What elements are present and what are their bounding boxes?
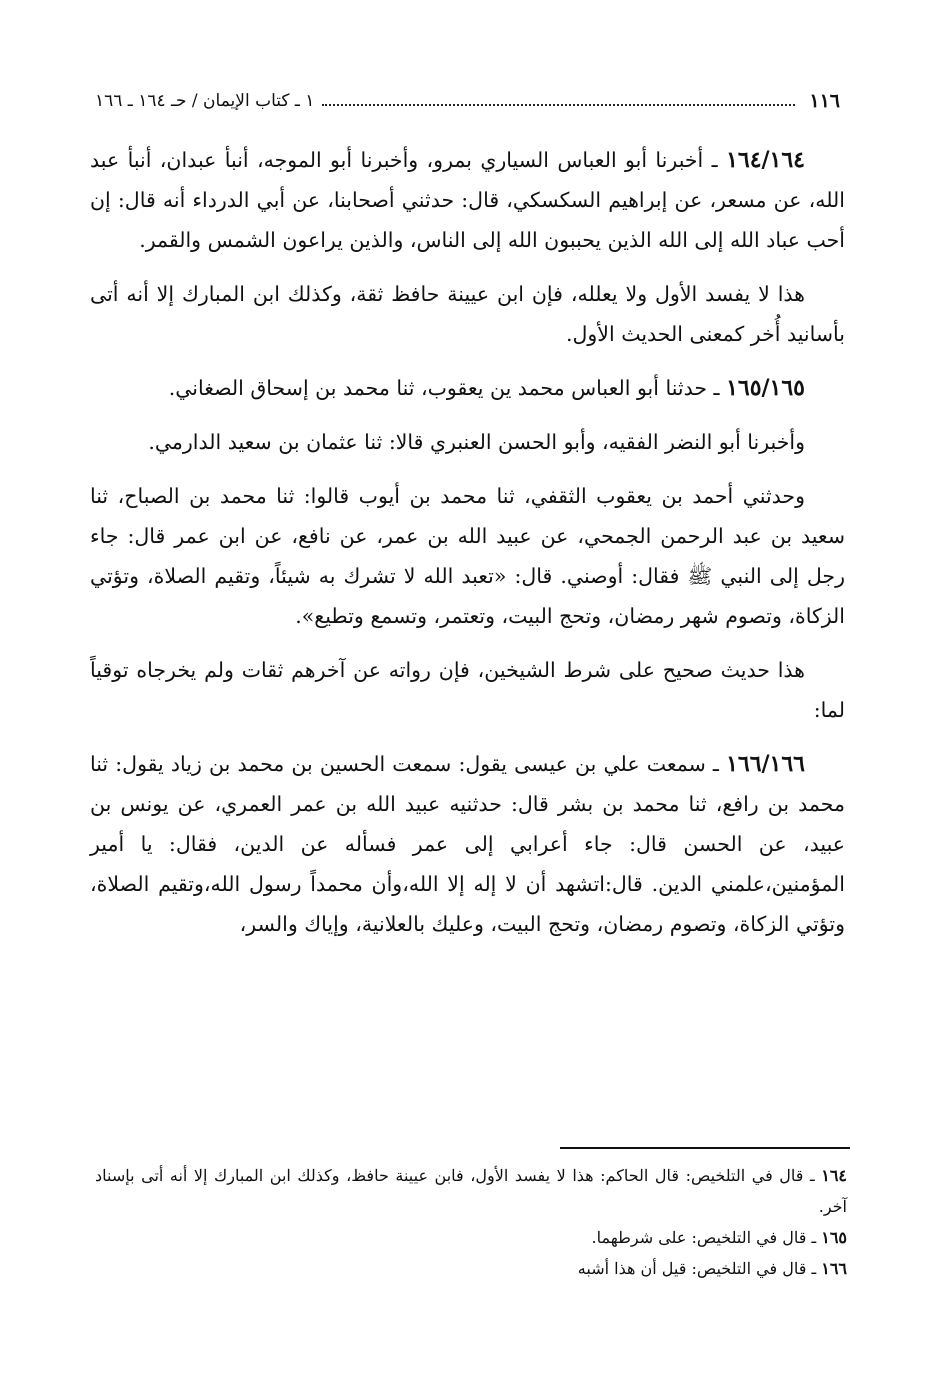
footnote-number: ١٦٦ <box>821 1259 847 1278</box>
page-number: ١١٦ <box>809 90 840 112</box>
commentary-text: هذا حديث صحيح على شرط الشيخين، فإن رواته عن آخرهم ثقات ولم يخرجاه توقياً لما: <box>90 658 845 722</box>
hadith-number: ١٦٤/١٦٤ <box>726 147 805 173</box>
main-text <box>90 140 845 958</box>
hadith-number: ١٦٦/١٦٦ <box>726 751 805 777</box>
hadith-166 <box>90 744 845 944</box>
footnote-text: ـ قال في التلخيص: على شرطهما. <box>591 1228 822 1247</box>
footnotes <box>95 1160 847 1284</box>
footnote-164 <box>95 1160 847 1222</box>
footnote-text: ـ قال في التلخيص: قيل أن هذا أشبه <box>577 1259 822 1278</box>
isnad-paragraph <box>90 422 845 462</box>
running-header <box>95 86 840 116</box>
hadith-164 <box>90 140 845 260</box>
footnote-separator <box>560 1147 850 1149</box>
footnote-166 <box>95 1253 847 1284</box>
hadith-text: ـ سمعت علي بن عيسى يقول: سمعت الحسين بن محمد بن زياد يقول: ثنا محمد بن رافع، ثنا محمد بن بشر قال: حدثنيه عبيد الله بن عمر العمري، عن يونس بن عبيد، عن الحسن قال: جاء أعرابي إلى عمر فسأله عن الدين، فقال: يا أمير المؤمنين،علمني الدين. قال:اتشهد أن لا إله إلا الله،وأن محمداً رسول الله،وتقيم الصلاة، وتؤتي الزكاة، وتصوم رمضان، وتحج البيت، وعليك بالعلانية، وإياك والسر، <box>90 752 845 936</box>
commentary-paragraph <box>90 650 845 730</box>
footnote-number: ١٦٥ <box>821 1228 847 1247</box>
hadith-text: ـ أخبرنا أبو العباس السياري بمرو، وأخبرنا أبو الموجه، أنبأ عبدان، أنبأ عبد الله، عن مسعر، عن إبراهيم السكسكي، قال: حدثني أصحابنا، عن أبي الدرداء أنه قال: إن أحب عباد الله إلى الله الذين يحببون الله إلى الناس، والذين يراعون الشمس والقمر. <box>90 148 845 252</box>
commentary-text: هذا لا يفسد الأول ولا يعلله، فإن ابن عيينة حافظ ثقة، وكذلك ابن المبارك إلا أنه أتى بأسانيد أُخر كمعنى الحديث الأول. <box>90 282 845 346</box>
footnote-number: ١٦٤ <box>821 1166 847 1185</box>
running-title: ١ ـ كتاب الإيمان / حـ ١٦٤ ـ ١٦٦ <box>95 91 315 111</box>
hadith-165 <box>90 368 845 408</box>
header-dotted-leader <box>322 104 795 106</box>
hadith-text: ـ حدثنا أبو العباس محمد ين يعقوب، ثنا محمد بن إسحاق الصغاني. <box>168 376 727 400</box>
footnote-165 <box>95 1222 847 1253</box>
hadith-text: وحدثني أحمد بن يعقوب الثقفي، ثنا محمد بن أيوب قالوا: ثنا محمد بن الصباح، ثنا سعيد بن عبد الرحمن الجمحي، عن عبيد الله بن عمر، عن نافع، عن ابن عمر قال: جاء رجل إلى النبي ﷺ فقال: أوصني. قال: «تعبد الله لا تشرك به شيئاً، وتقيم الصلاة، وتؤتي الزكاة، وتصوم شهر رمضان، وتحج البيت، وتعتمر، وتسمع وتطيع». <box>90 484 845 628</box>
footnote-text: ـ قال في التلخيص: قال الحاكم: هذا لا يفسد الأول، فابن عيينة حافظ، وكذلك ابن المبارك إلا أنه أتى بإسناد آخر. <box>95 1166 847 1216</box>
isnad-text: وأخبرنا أبو النضر الفقيه، وأبو الحسن العنبري قالا: ثنا عثمان بن سعيد الدارمي. <box>148 430 805 454</box>
hadith-number: ١٦٥/١٦٥ <box>726 375 805 401</box>
commentary-paragraph <box>90 274 845 354</box>
hadith-text-paragraph <box>90 476 845 636</box>
